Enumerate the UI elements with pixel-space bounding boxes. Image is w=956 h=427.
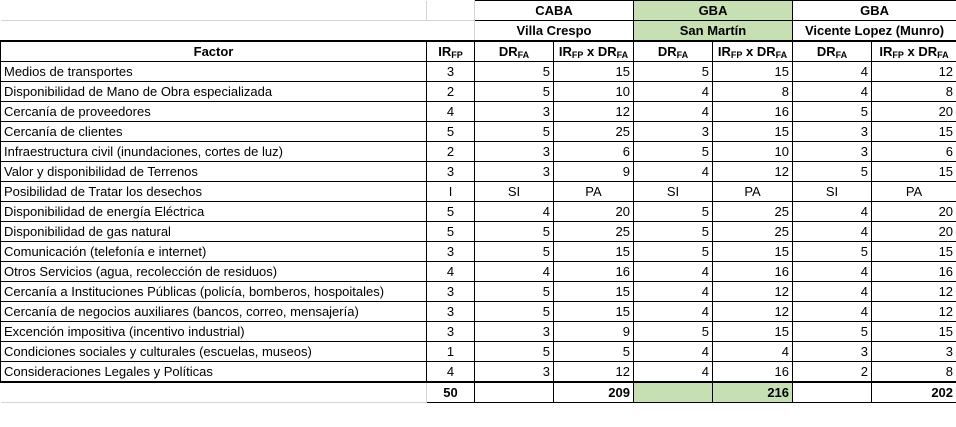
- dr-cell[interactable]: SI: [475, 182, 554, 202]
- factor-cell[interactable]: Medios de transportes: [1, 62, 427, 82]
- dr-cell[interactable]: 4: [634, 362, 713, 383]
- factor-cell[interactable]: Disponibilidad de gas natural: [1, 222, 427, 242]
- ir-header[interactable]: $IR_{FP}$: [427, 41, 475, 62]
- factor-cell[interactable]: Consideraciones Legales y Políticas: [1, 362, 427, 383]
- dr-cell[interactable]: 3: [793, 342, 872, 362]
- ir-cell[interactable]: 4: [427, 362, 475, 383]
- product-cell[interactable]: PA: [554, 182, 634, 202]
- factor-cell[interactable]: Cercanía de negocios auxiliares (bancos, correo, mensajería): [1, 302, 427, 322]
- product-cell[interactable]: PA: [872, 182, 956, 202]
- product-cell[interactable]: 16: [872, 262, 956, 282]
- table-row: [1, 262, 956, 282]
- empty-cell[interactable]: [1, 1, 427, 21]
- dr-cell[interactable]: 5: [475, 82, 554, 102]
- ir-cell[interactable]: 4: [427, 262, 475, 282]
- table-row: [1, 162, 956, 182]
- factor-cell[interactable]: Valor y disponibilidad de Terrenos: [1, 162, 427, 182]
- product-cell[interactable]: 10: [713, 142, 793, 162]
- product-cell[interactable]: 12: [713, 282, 793, 302]
- ir-cell[interactable]: I: [427, 182, 475, 202]
- column-header-row: [1, 41, 956, 62]
- product-total-cell[interactable]: 216: [713, 382, 793, 403]
- product-cell[interactable]: 15: [713, 242, 793, 262]
- dr-cell[interactable]: 4: [634, 82, 713, 102]
- table-row: [1, 342, 956, 362]
- dr-cell[interactable]: 5: [634, 62, 713, 82]
- factor-cell[interactable]: Infraestructura civil (inundaciones, cortes de luz): [1, 142, 427, 162]
- total-spacer-cell[interactable]: [793, 382, 872, 403]
- factor-header[interactable]: Factor: [1, 41, 427, 62]
- dr-cell[interactable]: 4: [793, 82, 872, 102]
- product-cell[interactable]: 8: [872, 82, 956, 102]
- product-cell[interactable]: 20: [872, 202, 956, 222]
- factor-cell[interactable]: Disponibilidad de energía Eléctrica: [1, 202, 427, 222]
- ir-cell[interactable]: 4: [427, 102, 475, 122]
- ir-cell[interactable]: 3: [427, 242, 475, 262]
- dr-cell[interactable]: 4: [634, 262, 713, 282]
- product-cell[interactable]: 6: [872, 142, 956, 162]
- totals-row: [1, 382, 956, 403]
- dr-cell[interactable]: 4: [634, 342, 713, 362]
- ir-total-cell[interactable]: 50: [427, 382, 475, 403]
- product-cell[interactable]: 12: [554, 102, 634, 122]
- product-cell[interactable]: 12: [872, 282, 956, 302]
- ir-cell[interactable]: 3: [427, 322, 475, 342]
- ir-cell[interactable]: 3: [427, 162, 475, 182]
- product-cell[interactable]: 15: [713, 62, 793, 82]
- product-cell[interactable]: 15: [554, 242, 634, 262]
- factor-cell[interactable]: Cercanía de proveedores: [1, 102, 427, 122]
- table-row: [1, 122, 956, 142]
- location-row: [1, 21, 956, 42]
- product-cell[interactable]: 15: [554, 302, 634, 322]
- dr-cell[interactable]: 5: [634, 242, 713, 262]
- dr-cell[interactable]: 4: [793, 222, 872, 242]
- dr-cell[interactable]: 2: [793, 362, 872, 383]
- table-row: [1, 322, 956, 342]
- dr-cell[interactable]: 5: [475, 122, 554, 142]
- ir-cell[interactable]: 5: [427, 222, 475, 242]
- dr-cell[interactable]: 4: [793, 282, 872, 302]
- product-header[interactable]: $IR_{FP}$ x $DR_{FA}$: [713, 41, 793, 62]
- dr-cell[interactable]: 5: [475, 222, 554, 242]
- dr-cell[interactable]: 4: [793, 202, 872, 222]
- product-cell[interactable]: 12: [554, 362, 634, 383]
- table-row: [1, 182, 956, 202]
- product-cell[interactable]: 15: [872, 162, 956, 182]
- dr-header[interactable]: $DR_{FA}$: [475, 41, 554, 62]
- empty-cell[interactable]: [427, 1, 475, 21]
- table-row: [1, 62, 956, 82]
- product-cell[interactable]: 20: [872, 222, 956, 242]
- dr-cell[interactable]: 4: [475, 262, 554, 282]
- dr-cell[interactable]: 5: [634, 142, 713, 162]
- product-header[interactable]: $IR_{FP}$ x $DR_{FA}$: [872, 41, 956, 62]
- total-spacer-cell[interactable]: [475, 382, 554, 403]
- table-row: [1, 282, 956, 302]
- table-row: [1, 102, 956, 122]
- product-cell[interactable]: 16: [713, 262, 793, 282]
- factor-cell[interactable]: Comunicación (telefonía e internet): [1, 242, 427, 262]
- ir-cell[interactable]: 3: [427, 282, 475, 302]
- ir-cell[interactable]: 2: [427, 82, 475, 102]
- table-row: [1, 302, 956, 322]
- region-row: [1, 1, 956, 21]
- product-cell[interactable]: 6: [554, 142, 634, 162]
- dr-cell[interactable]: 4: [793, 62, 872, 82]
- location-header-vicente-lopez[interactable]: Vicente Lopez (Munro): [793, 21, 956, 42]
- dr-cell[interactable]: 3: [793, 142, 872, 162]
- product-cell[interactable]: 9: [554, 162, 634, 182]
- product-cell[interactable]: 10: [554, 82, 634, 102]
- ir-cell[interactable]: 5: [427, 122, 475, 142]
- dr-cell[interactable]: 5: [634, 202, 713, 222]
- product-cell[interactable]: PA: [713, 182, 793, 202]
- dr-cell[interactable]: 3: [475, 142, 554, 162]
- dr-cell[interactable]: 3: [475, 322, 554, 342]
- table-row: [1, 82, 956, 102]
- total-spacer-cell[interactable]: [634, 382, 713, 403]
- dr-cell[interactable]: 3: [475, 162, 554, 182]
- table-row: [1, 202, 956, 222]
- empty-cell[interactable]: [1, 21, 427, 42]
- ir-cell[interactable]: 2: [427, 142, 475, 162]
- dr-cell[interactable]: 5: [475, 242, 554, 262]
- empty-cell[interactable]: [427, 21, 475, 42]
- dr-cell[interactable]: 5: [475, 342, 554, 362]
- product-cell[interactable]: 15: [554, 62, 634, 82]
- product-cell[interactable]: 15: [872, 322, 956, 342]
- product-cell[interactable]: 15: [713, 122, 793, 142]
- dr-cell[interactable]: 5: [793, 322, 872, 342]
- product-cell[interactable]: 25: [713, 202, 793, 222]
- product-cell[interactable]: 16: [554, 262, 634, 282]
- dr-cell[interactable]: 4: [793, 262, 872, 282]
- dr-cell[interactable]: 3: [634, 122, 713, 142]
- product-cell[interactable]: 8: [872, 362, 956, 383]
- dr-cell[interactable]: SI: [634, 182, 713, 202]
- product-cell[interactable]: 20: [554, 202, 634, 222]
- factor-cell[interactable]: Otros Servicios (agua, recolección de residuos): [1, 262, 427, 282]
- dr-cell[interactable]: 4: [634, 282, 713, 302]
- ir-cell[interactable]: 1: [427, 342, 475, 362]
- product-cell[interactable]: 15: [554, 282, 634, 302]
- product-cell[interactable]: 9: [554, 322, 634, 342]
- dr-header[interactable]: $DR_{FA}$: [793, 41, 872, 62]
- product-cell[interactable]: 4: [713, 342, 793, 362]
- product-cell[interactable]: 12: [713, 302, 793, 322]
- factor-cell[interactable]: Disponibilidad de Mano de Obra especializada: [1, 82, 427, 102]
- ir-cell[interactable]: 3: [427, 62, 475, 82]
- product-cell[interactable]: 12: [713, 162, 793, 182]
- region-header-caba[interactable]: CABA: [475, 1, 634, 21]
- product-total-cell[interactable]: 209: [554, 382, 634, 403]
- dr-cell[interactable]: 4: [634, 102, 713, 122]
- product-cell[interactable]: 3: [872, 342, 956, 362]
- dr-cell[interactable]: 5: [475, 62, 554, 82]
- table-row: [1, 222, 956, 242]
- table-row: [1, 362, 956, 383]
- product-cell[interactable]: 16: [713, 102, 793, 122]
- dr-cell[interactable]: 5: [793, 242, 872, 262]
- product-cell[interactable]: 15: [713, 322, 793, 342]
- dr-cell[interactable]: 3: [793, 122, 872, 142]
- dr-cell[interactable]: 4: [475, 202, 554, 222]
- product-cell[interactable]: 15: [872, 122, 956, 142]
- location-header-villa-crespo[interactable]: Villa Crespo: [475, 21, 634, 42]
- dr-cell[interactable]: 4: [634, 302, 713, 322]
- dr-header[interactable]: $DR_{FA}$: [634, 41, 713, 62]
- product-header[interactable]: $IR_{FP}$ x $DR_{FA}$: [554, 41, 634, 62]
- product-cell[interactable]: 25: [554, 222, 634, 242]
- region-header-gba-san-martin[interactable]: GBA: [634, 1, 793, 21]
- product-cell[interactable]: 15: [872, 242, 956, 262]
- factor-cell[interactable]: Posibilidad de Tratar los desechos: [1, 182, 427, 202]
- factor-cell[interactable]: Cercanía de clientes: [1, 122, 427, 142]
- dr-cell[interactable]: 5: [634, 322, 713, 342]
- factor-cell[interactable]: Cercanía a Instituciones Públicas (policía, bomberos, hospoitales): [1, 282, 427, 302]
- dr-cell[interactable]: 5: [475, 282, 554, 302]
- dr-cell[interactable]: SI: [793, 182, 872, 202]
- product-total-cell[interactable]: 202: [872, 382, 956, 403]
- dr-cell[interactable]: 5: [793, 162, 872, 182]
- dr-cell[interactable]: 5: [475, 302, 554, 322]
- product-cell[interactable]: 12: [872, 62, 956, 82]
- product-cell[interactable]: 5: [554, 342, 634, 362]
- product-cell[interactable]: 16: [713, 362, 793, 383]
- empty-cell[interactable]: [1, 382, 427, 403]
- region-header-gba-vicente-lopez[interactable]: GBA: [793, 1, 956, 21]
- product-cell[interactable]: 25: [554, 122, 634, 142]
- dr-cell[interactable]: 5: [634, 222, 713, 242]
- ir-cell[interactable]: 3: [427, 302, 475, 322]
- dr-cell[interactable]: 3: [475, 362, 554, 383]
- dr-cell[interactable]: 4: [634, 162, 713, 182]
- factor-cell[interactable]: Condiciones sociales y culturales (escuelas, museos): [1, 342, 427, 362]
- table-row: [1, 142, 956, 162]
- dr-cell[interactable]: 3: [475, 102, 554, 122]
- table-row: [1, 242, 956, 262]
- product-cell[interactable]: 8: [713, 82, 793, 102]
- location-header-san-martin[interactable]: San Martín: [634, 21, 793, 42]
- dr-cell[interactable]: 4: [793, 302, 872, 322]
- dr-cell[interactable]: 5: [793, 102, 872, 122]
- product-cell[interactable]: 25: [713, 222, 793, 242]
- product-cell[interactable]: 20: [872, 102, 956, 122]
- ir-cell[interactable]: 5: [427, 202, 475, 222]
- factor-cell[interactable]: Excención impositiva (incentivo industrial): [1, 322, 427, 342]
- product-cell[interactable]: 12: [872, 302, 956, 322]
